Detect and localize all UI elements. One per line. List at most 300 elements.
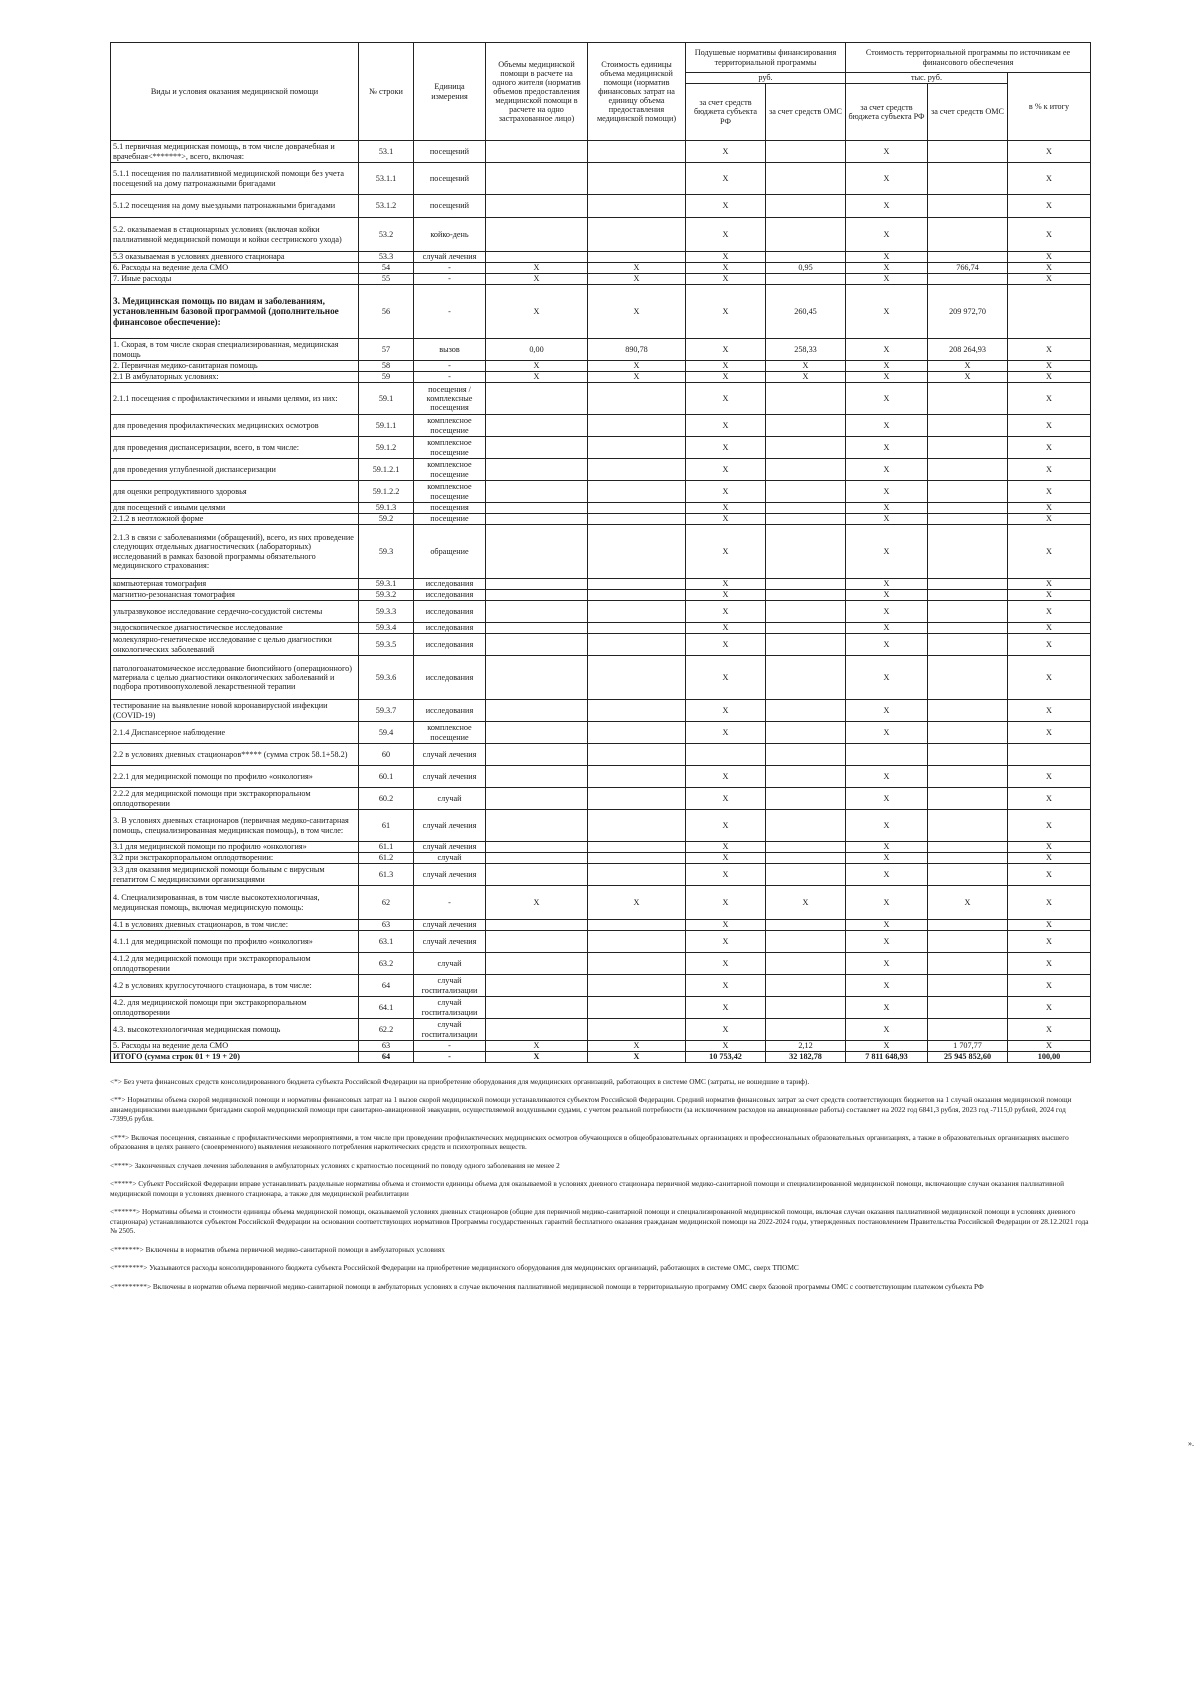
cell-c7: X [1008,788,1091,810]
cell-c7 [1008,285,1091,339]
cell-name: 6. Расходы на ведение дела СМО [111,263,359,274]
cell-c1 [486,623,588,634]
cell-row: 60.1 [359,766,414,788]
cell-unit: случай госпитализации [414,975,486,997]
cell-c5: X [846,141,928,163]
cell-c1 [486,997,588,1019]
cell-c6 [928,623,1008,634]
cell-c4 [766,766,846,788]
cell-name: 2.1.2 в неотложной форме [111,514,359,525]
cell-c2 [588,481,686,503]
total-row [111,1052,1091,1063]
cell-c7: X [1008,372,1091,383]
table-row [111,218,1091,252]
cell-row: 59.4 [359,722,414,744]
cell-c4: 0,95 [766,263,846,274]
cell-c2 [588,634,686,656]
cell-c5: X [846,361,928,372]
cell-row: 59.3.6 [359,656,414,700]
table-row [111,383,1091,415]
cell-c6 [928,415,1008,437]
cell-unit: случай лечения [414,252,486,263]
cell-c1: X [486,1052,588,1063]
cell-c2 [588,437,686,459]
cell-c2 [588,514,686,525]
cell-c7: X [1008,853,1091,864]
cell-c6 [928,953,1008,975]
cell-c5: X [846,372,928,383]
cell-c6 [928,788,1008,810]
cell-c2 [588,590,686,601]
cell-name: 3.1 для медицинской помощи по профилю «онкология» [111,842,359,853]
cell-c4 [766,481,846,503]
cell-c2: X [588,361,686,372]
cell-row: 59.3 [359,525,414,579]
cell-c6 [928,481,1008,503]
cell-c6 [928,722,1008,744]
cell-c5: X [846,481,928,503]
cell-c1 [486,700,588,722]
cell-c2 [588,623,686,634]
cell-name: 5.1.2 посещения на дому выездными патронажными бригадами [111,195,359,218]
cell-row: 64 [359,975,414,997]
table-row [111,886,1091,920]
table-row [111,361,1091,372]
cell-unit: случай [414,853,486,864]
cell-c5: X [846,886,928,920]
cell-c1 [486,722,588,744]
cell-row: 59.3.2 [359,590,414,601]
cell-c1 [486,853,588,864]
cell-c7: X [1008,579,1091,590]
cell-row: 62.2 [359,1019,414,1041]
table-row [111,953,1091,975]
cell-c7: X [1008,503,1091,514]
cell-c5: X [846,437,928,459]
footnote: <**> Нормативы объема скорой медицинской помощи и нормативы финансовых затрат на 1 вызов скорой медицинской помощи устанавливаются субъектом Российской Федерации. Средний норматив финансовых затрат за счет средств соответствующих бюджетов на 1 случай оказания медицинской помощи авиамедицинскими выездными бригадами скорой медицинской помощи при санитарно-авиационной эвакуации, осуществляемой воздушными судами, с учетом реальной потребности (за исключением расходов на авиационные работы) составляет на 2022 год 6841,3 рубля, 2023 год -7115,0 рублей, 2024 год -7399,6 рубля. [110,1095,1072,1124]
cell-name: 3.2 при экстракорпоральном оплодотворении: [111,853,359,864]
cell-unit: исследования [414,601,486,623]
cell-c7: X [1008,1019,1091,1041]
cell-row: 59.1 [359,383,414,415]
cell-c4 [766,953,846,975]
cell-unit: посещений [414,163,486,195]
cell-name: 4.1.2 для медицинской помощи при экстракорпоральном оплодотворении [111,953,359,975]
cell-c5: X [846,953,928,975]
cell-unit: - [414,1041,486,1052]
cell-name: 5.2. оказываемая в стационарных условиях (включая койки паллиативной медицинской помощи и койки сестринского ухода) [111,218,359,252]
cell-row: 59.3.7 [359,700,414,722]
cell-c6 [928,141,1008,163]
cell-c4 [766,634,846,656]
header-total-oms: за счет средств ОМС [928,84,1008,141]
cell-c3: X [686,722,766,744]
header-volume: Объемы медицинской помощи в расчете на одного жителя (норматив объемов предоставления медицинской помощи в расчете на одно застрахованное лицо) [486,43,588,141]
cell-row: 59 [359,372,414,383]
table-row [111,722,1091,744]
cell-c5: X [846,339,928,361]
cell-c7: X [1008,274,1091,285]
cell-unit: - [414,372,486,383]
cell-c4: 2,12 [766,1041,846,1052]
footnotes [110,1077,1090,1291]
footnote: <****> Законченных случаев лечения заболевания в амбулаторных условиях с кратностью посещений по поводу одного заболевания не менее 2 [110,1160,560,1170]
cell-c4 [766,579,846,590]
cell-c1 [486,766,588,788]
table-row [111,1019,1091,1041]
cell-c6: 766,74 [928,263,1008,274]
cell-c5: 7 811 648,93 [846,1052,928,1063]
cell-name: эндоскопическое диагностическое исследование [111,623,359,634]
cell-c6: 209 972,70 [928,285,1008,339]
cell-c5: X [846,975,928,997]
cell-c2 [588,853,686,864]
cell-c2: X [588,263,686,274]
cell-c2: X [588,1052,686,1063]
cell-unit: случай лечения [414,842,486,853]
cell-name: 5. Расходы на ведение дела СМО [111,1041,359,1052]
cell-unit: случай лечения [414,810,486,842]
cell-c3: X [686,372,766,383]
cell-c6: X [928,361,1008,372]
cell-row: 64.1 [359,997,414,1019]
cell-row: 57 [359,339,414,361]
cell-c2 [588,788,686,810]
cell-name: 2.1 В амбулаторных условиях: [111,372,359,383]
header-per-capita-unit: руб. [686,73,846,84]
cell-c3: X [686,163,766,195]
cell-c3: X [686,886,766,920]
cell-row: 58 [359,361,414,372]
cell-name: 3. В условиях дневных стационаров (первичная медико-санитарная помощь, специализированная медицинская помощь), в том числе: [111,810,359,842]
cell-c4 [766,810,846,842]
cell-c7: X [1008,141,1091,163]
cell-c3: X [686,656,766,700]
cell-c3 [686,744,766,766]
cell-row: 60.2 [359,788,414,810]
cell-c3: X [686,853,766,864]
table-row [111,1041,1091,1052]
cell-unit: - [414,274,486,285]
cell-c3: X [686,1019,766,1041]
cell-c1 [486,141,588,163]
closing-quote-mark: ». [1188,1439,1194,1448]
cell-c3: X [686,975,766,997]
cell-c6 [928,920,1008,931]
table-row [111,634,1091,656]
cell-row: 53.2 [359,218,414,252]
cell-c1 [486,656,588,700]
table-row [111,437,1091,459]
cell-c4: 32 182,78 [766,1052,846,1063]
cell-c3: X [686,579,766,590]
cell-row: 61.2 [359,853,414,864]
cell-c3: X [686,481,766,503]
cell-c5: X [846,601,928,623]
cell-c1 [486,788,588,810]
table-row [111,263,1091,274]
cell-c2 [588,656,686,700]
cell-c7: X [1008,931,1091,953]
header-percent: в % к итогу [1008,73,1091,141]
cell-c2 [588,842,686,853]
cell-c4 [766,195,846,218]
footnote: <*> Без учета финансовых средств консолидированного бюджета субъекта Российской Федерации на приобретение оборудования для медицинских организаций, работающих в системе ОМС (затраты, не вошедшие в тариф). [110,1077,810,1086]
footnote: <*********> Включены в норматив объема первичной медико-санитарной помощи в амбулаторных условиях в случае включения паллиативной медицинской помощи в территориальную программу ОМС сверх базовой программы ОМС с соответствующим платежом субъекта РФ [110,1281,984,1291]
cell-c7: X [1008,634,1091,656]
table-row [111,579,1091,590]
cell-c1 [486,634,588,656]
cell-row: 53.1.1 [359,163,414,195]
header-total-unit: тыс. руб. [846,73,1008,84]
table-row [111,656,1091,700]
cell-c3: X [686,700,766,722]
cell-c7: X [1008,361,1091,372]
cell-c7: X [1008,481,1091,503]
cell-c1 [486,744,588,766]
cell-unit: комплексное посещение [414,415,486,437]
cell-c7: X [1008,656,1091,700]
cell-name: для посещений с иными целями [111,503,359,514]
cell-unit: комплексное посещение [414,437,486,459]
cell-row: 60 [359,744,414,766]
cell-c2: X [588,285,686,339]
cell-c5: X [846,788,928,810]
cell-c7: 100,00 [1008,1052,1091,1063]
cell-unit: - [414,361,486,372]
cell-c2: X [588,1041,686,1052]
cell-c1 [486,437,588,459]
footnote: <********> Указываются расходы консолидированного бюджета субъекта Российской Федерации на приобретение медицинского оборудования для медицинских организаций, работающих в системе ОМС, сверх ТПОМС [110,1263,799,1273]
cell-c3: X [686,361,766,372]
cell-c7: X [1008,601,1091,623]
cell-c7: X [1008,163,1091,195]
cell-c6 [928,810,1008,842]
cell-c5: X [846,931,928,953]
cell-c1: X [486,285,588,339]
cell-unit: случай [414,788,486,810]
cell-c5: X [846,1041,928,1052]
table-row [111,975,1091,997]
cell-unit: случай лечения [414,931,486,953]
cell-c6 [928,459,1008,481]
cell-c5: X [846,853,928,864]
cell-row: 63.2 [359,953,414,975]
cell-c3: X [686,920,766,931]
table-row [111,842,1091,853]
program-cost-table [110,42,1091,1063]
cell-c7: X [1008,1041,1091,1052]
cell-name: 2.1.4 Диспансерное наблюдение [111,722,359,744]
cell-name: 4.3. высокотехнологичная медицинская помощь [111,1019,359,1041]
cell-c5: X [846,997,928,1019]
cell-name: 4.2 в условиях круглосуточного стационара, в том числе: [111,975,359,997]
cell-c6 [928,601,1008,623]
cell-c7: X [1008,722,1091,744]
cell-c1 [486,195,588,218]
cell-c3: X [686,285,766,339]
cell-c7: X [1008,514,1091,525]
cell-name: 4.1.1 для медицинской помощи по профилю «онкология» [111,931,359,953]
cell-c4 [766,853,846,864]
table-row [111,459,1091,481]
cell-c1 [486,503,588,514]
cell-c2 [588,864,686,886]
cell-c1: X [486,886,588,920]
cell-c4 [766,514,846,525]
cell-c3: X [686,339,766,361]
cell-c3: X [686,195,766,218]
cell-name: молекулярно-генетическое исследование с целью диагностики онкологических заболеваний [111,634,359,656]
cell-name: 2.1.3 в связи с заболеваниями (обращений), всего, из них проведение следующих отдельных диагностических (лабораторных) исследований в рамках базовой программы обязательного медицинского страхования: [111,525,359,579]
cell-c5: X [846,864,928,886]
cell-unit: случай лечения [414,920,486,931]
cell-unit: обращение [414,525,486,579]
cell-c4 [766,218,846,252]
table-row [111,590,1091,601]
cell-c2 [588,195,686,218]
cell-c2 [588,766,686,788]
cell-unit: комплексное посещение [414,481,486,503]
cell-c4 [766,623,846,634]
cell-c3: X [686,263,766,274]
cell-c5: X [846,623,928,634]
cell-c5: X [846,252,928,263]
cell-name: для проведения профилактических медицинских осмотров [111,415,359,437]
cell-row: 53.1 [359,141,414,163]
table-row [111,766,1091,788]
cell-c5: X [846,590,928,601]
cell-c1: X [486,372,588,383]
header-name: Виды и условия оказания медицинской помощи [111,43,359,141]
cell-name: 2.2 в условиях дневных стационаров***** (сумма строк 58.1+58.2) [111,744,359,766]
header-unit: Единица измерения [414,43,486,141]
cell-c3: X [686,864,766,886]
cell-c3: X [686,810,766,842]
cell-name: 4. Специализированная, в том числе высокотехнологичная, медицинская помощь, включая медицинскую помощь: [111,886,359,920]
cell-c1 [486,953,588,975]
cell-c2 [588,163,686,195]
cell-c7: X [1008,623,1091,634]
cell-name: 2.2.2 для медицинской помощи при экстракорпоральном оплодотворении [111,788,359,810]
cell-row: 59.1.2.1 [359,459,414,481]
header-per-capita-budget: за счет средств бюджета субъекта РФ [686,84,766,141]
cell-c6: 25 945 852,60 [928,1052,1008,1063]
cell-unit: посещение [414,514,486,525]
cell-c6 [928,975,1008,997]
cell-c2 [588,383,686,415]
cell-c1 [486,218,588,252]
table-row [111,864,1091,886]
cell-c1 [486,579,588,590]
cell-c1 [486,383,588,415]
cell-c5: X [846,525,928,579]
cell-unit: койко-день [414,218,486,252]
cell-name: патологоанатомическое исследование биопсийного (операционного) материала с целью диагностики онкологических заболеваний и подбора противоопухолевой лекарственной терапии [111,656,359,700]
cell-c5: X [846,656,928,700]
cell-row: 59.1.2 [359,437,414,459]
cell-c2 [588,218,686,252]
cell-unit: случай [414,953,486,975]
cell-row: 59.1.3 [359,503,414,514]
cell-c1: X [486,263,588,274]
cell-c6 [928,218,1008,252]
cell-c3: X [686,1041,766,1052]
cell-c1 [486,931,588,953]
cell-unit: комплексное посещение [414,722,486,744]
cell-c5: X [846,383,928,415]
cell-c3: X [686,997,766,1019]
table-row [111,503,1091,514]
footnote: <*****> Субъект Российской Федерации вправе устанавливать раздельные нормативы объема и стоимости единицы объема для оказываемой в условиях дневного стационара первичной медико-санитарной помощи и специализированной медицинской помощи, включающие случаи оказания паллиативной медицинской помощи в условиях дневного стационара, а также для медицинской реабилитации [110,1179,1064,1198]
cell-c4 [766,437,846,459]
cell-row: 63 [359,1041,414,1052]
cell-name: 1. Скорая, в том числе скорая специализированная, медицинская помощь [111,339,359,361]
cell-c7: X [1008,864,1091,886]
cell-name: 3. Медицинская помощь по видам и заболеваниям, установленным базовой программой (дополнительное финансовое обеспечение): [111,285,359,339]
table-row [111,252,1091,263]
cell-unit: исследования [414,590,486,601]
cell-c2 [588,503,686,514]
header-per-capita-oms: за счет средств ОМС [766,84,846,141]
cell-c4 [766,1019,846,1041]
cell-name: 4.2. для медицинской помощи при экстракорпоральном оплодотворении [111,997,359,1019]
cell-c6 [928,997,1008,1019]
cell-c4: 258,33 [766,339,846,361]
cell-unit: случай госпитализации [414,997,486,1019]
cell-c6 [928,503,1008,514]
cell-c6 [928,525,1008,579]
cell-name: 3.3 для оказания медицинской помощи больным с вирусным гепатитом С медицинскими организациями [111,864,359,886]
cell-c7: X [1008,700,1091,722]
cell-name: компьютерная томография [111,579,359,590]
cell-unit: - [414,263,486,274]
table-row [111,274,1091,285]
table-row [111,514,1091,525]
cell-c4 [766,163,846,195]
table-row [111,744,1091,766]
cell-c1 [486,842,588,853]
cell-c6 [928,700,1008,722]
cell-unit: исследования [414,634,486,656]
cell-c6 [928,163,1008,195]
cell-c3: X [686,437,766,459]
cell-c5: X [846,459,928,481]
header-per-capita-group: Подушевые нормативы финансирования территориальной программы [686,43,846,73]
cell-name: 5.1.1 посещения по паллиативной медицинской помощи без учета посещений на дому патронажными бригадами [111,163,359,195]
cell-c7: X [1008,766,1091,788]
cell-row: 62 [359,886,414,920]
cell-unit: исследования [414,700,486,722]
cell-c7: X [1008,842,1091,853]
cell-c5: X [846,634,928,656]
table-row [111,623,1091,634]
cell-c7: X [1008,810,1091,842]
cell-c3: X [686,788,766,810]
header-row-number: № строки [359,43,414,141]
cell-name: ИТОГО (сумма строк 01 + 19 + 20) [111,1052,359,1063]
table-row [111,285,1091,339]
cell-c5: X [846,163,928,195]
cell-c2 [588,997,686,1019]
cell-c1: X [486,274,588,285]
cell-c3: X [686,218,766,252]
cell-c1: 0,00 [486,339,588,361]
cell-c2 [588,525,686,579]
cell-name: тестирование на выявление новой коронавирусной инфекции (COVID-19) [111,700,359,722]
cell-c2 [588,931,686,953]
cell-unit: посещений [414,141,486,163]
